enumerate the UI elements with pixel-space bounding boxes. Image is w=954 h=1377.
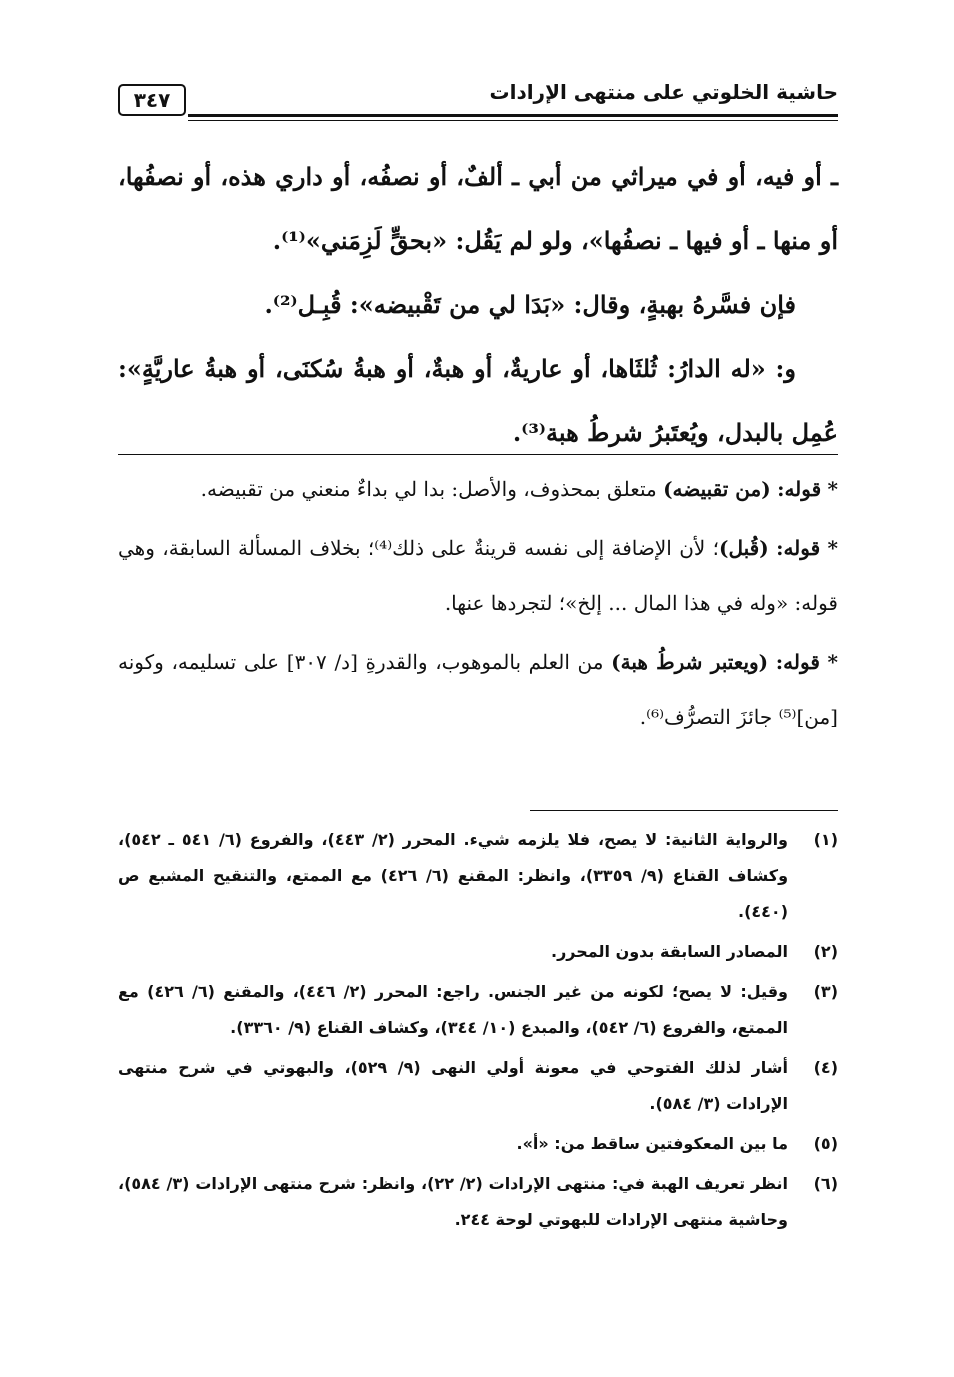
footnote-text: والرواية الثانية: لا يصح، فلا يلزمه شيء. المحرر (٢/ ٤٤٣)، والفروع (٦/ ٥٤١ ـ ٥٤٢)، وكشاف القناع (٩/ ٣٣٥٩)، وانظر: المقنع (٦/ ٤٢٦) مع الممتع، والتنقيح المشبع ص (٤٤٠).: [118, 830, 789, 921]
commentary-lead: قوله:: [777, 477, 822, 501]
main-text-paragraph-1: ـ أو فيه، أو في ميراثي من أبي ـ ألفٌ، أو نصفُه، أو داري هذه، أو نصفُها، أو منها ـ أو فيها ـ نصفُها»، ولو لم يَقُل: «بحقٍّ لَزِمَني»⁽¹⁾.: [118, 162, 838, 255]
header-rule-thick: [188, 114, 838, 117]
footnote-number: (١): [813, 830, 838, 849]
main-text: [118, 145, 838, 465]
footnote-1: [118, 822, 838, 930]
commentary-quote: (ويعتبر شرطُ هبة): [611, 650, 769, 674]
page-number: ٣٤٧: [118, 84, 186, 116]
footnote-number: (٦): [813, 1174, 838, 1193]
footnote-text: المصادر السابقة بدون المحرر.: [551, 942, 788, 961]
footnote-2: [118, 934, 838, 970]
page-header: [118, 78, 838, 124]
footnote-text: ما بين المعكوفتين ساقط من: «أ».: [516, 1134, 788, 1153]
footnote-text: أشار لذلك الفتوحي في معونة أولي النهى (٩/ ٥٢٩)، والبهوتي في شرح منتهى الإرادات (٣/ ٥٨٤).: [118, 1058, 789, 1113]
footnote-text: انظر تعريف الهبة في: منتهى الإرادات (٢/ ٢٢)، وانظر: شرح منتهى الإرادات (٣/ ٥٨٤)، وحاشية منتهى الإرادات للبهوتي لوحة ٢٤٤.: [118, 1174, 788, 1229]
footnote-5: [118, 1126, 838, 1162]
asterisk-icon: *: [827, 477, 838, 501]
footnote-separator: [530, 810, 838, 811]
footnote-4: [118, 1050, 838, 1122]
footnotes: [118, 822, 838, 1242]
commentary-paragraph-1: [118, 462, 838, 517]
footnote-text: وقيل: لا يصح؛ لكونه من غير الجنس. راجع: المحرر (٢/ ٤٤٦)، والمقنع (٦/ ٤٢٦) مع الممتع، والفروع (٦/ ٥٤٢)، والمبدع (١٠/ ٣٤٤)، وكشاف القناع (٩/ ٣٣٦٠).: [118, 982, 789, 1037]
commentary-body: متعلق بمحذوف، والأصل: بدا لي بداءٌ منعني من تقبيضه.: [200, 477, 664, 501]
footnote-number: (٥): [813, 1134, 838, 1153]
main-text-paragraph-3: و: «له الدارُ: ثُلثَاها، أو عاريةٌ، أو هبةٌ، أو هبةُ سُكنَى، أو هبةُ عاريَّةٍ»: عُمِل بالبدل، ويُعتَبرُ شرطُ هبة⁽³⁾.: [118, 354, 838, 447]
commentary-lead: قوله:: [775, 650, 820, 674]
footnote-number: (٢): [813, 942, 838, 961]
footnote-6: [118, 1166, 838, 1238]
footnote-number: (٣): [813, 982, 838, 1001]
commentary-quote: (قُبل): [719, 536, 769, 560]
commentary-body: من العلم بالموهوب، والقدرةِ [د/ ٣٠٧] على تسليمه، وكونه [من]⁽⁵⁾ جائزَ التصرُّف⁽⁶⁾.: [118, 650, 838, 729]
text-commentary-separator: [118, 454, 838, 455]
asterisk-icon: *: [827, 536, 839, 560]
commentary-body: ؛ لأن الإضافة إلى نفسه قرينةٌ على ذلك⁽⁴⁾؛ بخلاف المسألة السابقة، وهي قوله: «وله في هذا المال ... إلخ»؛ لتجردها عنها.: [118, 536, 838, 615]
main-text-paragraph-2: فإن فسَّرهُ بهبةٍ، وقال: «بَدَا لي من تَقْبيضه»: قُبِـل⁽²⁾.: [264, 290, 796, 319]
commentary-quote: (من تقبيضه): [663, 477, 771, 501]
commentary: [118, 462, 838, 749]
footnote-number: (٤): [813, 1058, 838, 1077]
running-title: حاشية الخلوتي على منتهى الإرادات: [489, 80, 838, 104]
footnote-3: [118, 974, 838, 1046]
asterisk-icon: *: [827, 650, 839, 674]
commentary-lead: قوله:: [776, 536, 821, 560]
commentary-paragraph-3: [118, 635, 838, 745]
commentary-paragraph-2: [118, 521, 838, 631]
header-rule-thin: [188, 120, 838, 121]
